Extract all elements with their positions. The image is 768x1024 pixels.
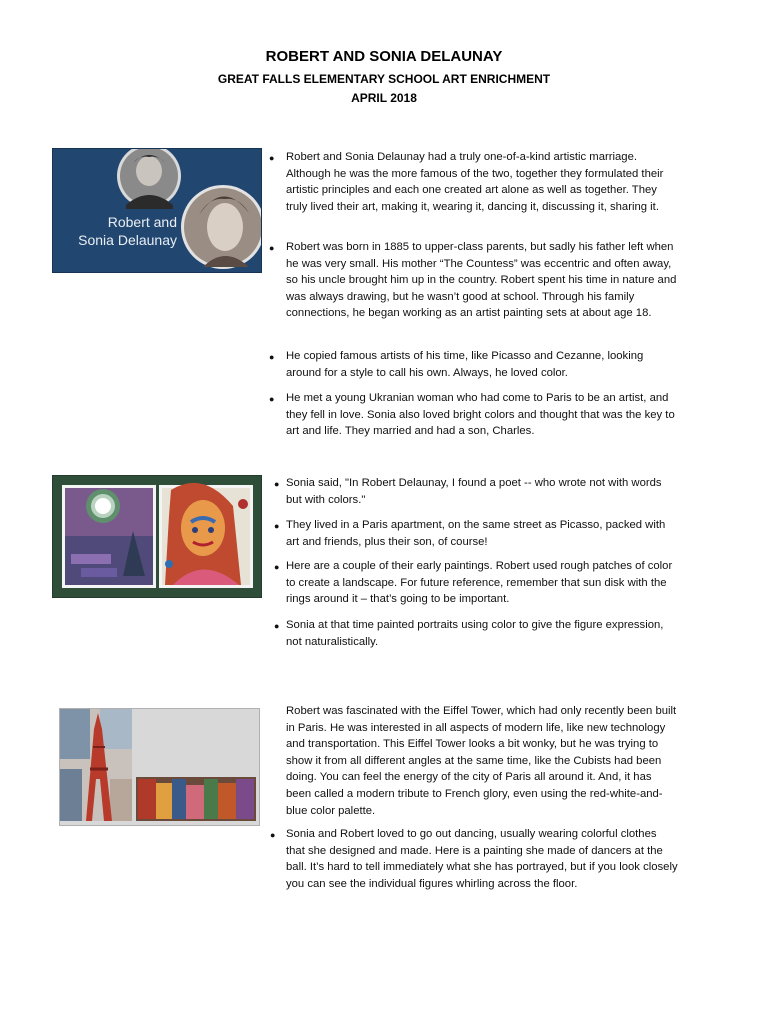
early-paintings-image bbox=[52, 475, 262, 598]
bullet-icon: ● bbox=[274, 621, 280, 631]
bullet-icon: ● bbox=[274, 521, 280, 531]
bullet-icon: ● bbox=[269, 352, 275, 362]
s2-bullet-1: Sonia said, "In Robert Delaunay, I found a poet -- who wrote not with words but with colors." bbox=[286, 477, 662, 506]
s1-bullet-3: He copied famous artists of his time, like Picasso and Cezanne, looking around for a style to call his own. Always, he loved color. bbox=[286, 350, 644, 379]
banner-caption bbox=[67, 213, 177, 249]
bullet-icon: ● bbox=[274, 562, 280, 572]
bullet-icon: ● bbox=[269, 153, 275, 163]
s1-bullet-4: He met a young Ukranian woman who had come to Paris to be an artist, and they fell in love. Sonia also loved bright colors and thought that was the key to art and life. They married and had a son, Charles. bbox=[286, 392, 675, 438]
s3-paragraph: Robert was fascinated with the Eiffel Tower, which had only recently been built in Paris. He was interested in all aspects of modern life, like new technology and transportation. This Eiffel Tower looks a bit wonky, but he was trying to show it from all different angles at the same time, like the Cubists had been doing. You can feel the energy of the city of Paris all around it. And, it has been called a modern tribute to French glory, even using the red-white-and-blue color palette. bbox=[286, 705, 677, 817]
s2-bullet-3: Here are a couple of their early paintings. Robert used rough patches of color to create a landscape. For future reference, remember that sun disk with the rings around it – that’s going to be important. bbox=[286, 560, 673, 606]
caption-line-2: Sonia Delaunay bbox=[78, 232, 177, 248]
page-subtitle: GREAT FALLS ELEMENTARY SCHOOL ART ENRICHMENT bbox=[217, 72, 551, 86]
page-date: APRIL 2018 bbox=[351, 91, 417, 105]
bullet-icon: ● bbox=[270, 830, 276, 840]
eiffel-tower-dancers-image bbox=[59, 708, 260, 826]
paintings-artwork bbox=[53, 476, 261, 597]
s1-bullet-1: Robert and Sonia Delaunay had a truly one-of-a-kind artistic marriage. Although he was the more famous of the two, together they formulated their artistic principles and each one created art alone as well as together. They truly lived their art, making it, wearing it, dancing it, discussing it, sharing it. bbox=[286, 151, 664, 213]
s3-bullet: Sonia and Robert loved to go out dancing, usually wearing colorful clothes that she designed and made. Here is a painting she made of dancers at the ball. It’s hard to tell immediately what she has portrayed, but if you look closely you can see the individual figures whirling across the floor. bbox=[286, 828, 678, 890]
page-title: ROBERT AND SONIA DELAUNAY bbox=[265, 48, 503, 65]
s2-bullet-4: Sonia at that time painted portraits using color to give the figure expression, not naturalistically. bbox=[286, 619, 664, 648]
eiffel-and-ball-artwork bbox=[60, 709, 259, 825]
bullet-icon: ● bbox=[269, 243, 275, 253]
bullet-icon: ● bbox=[269, 394, 275, 404]
s1-bullet-2: Robert was born in 1885 to upper-class parents, but sadly his father left when he was very small. His mother “The Countess” was eccentric and often away, so his uncle brought him up in the country. Robert spent his time in nature and was always drawing, but he wasn’t good at school. Through his family connections, he began working as an artist painting sets at about age 18. bbox=[286, 241, 677, 320]
caption-line-1: Robert and bbox=[107, 214, 177, 230]
bullet-icon: ● bbox=[274, 479, 280, 489]
portrait-photos bbox=[53, 149, 261, 272]
s2-bullet-2: They lived in a Paris apartment, on the same street as Picasso, packed with art and friends, plus their son, of course! bbox=[286, 519, 666, 548]
delaunay-portrait-banner bbox=[52, 148, 262, 273]
